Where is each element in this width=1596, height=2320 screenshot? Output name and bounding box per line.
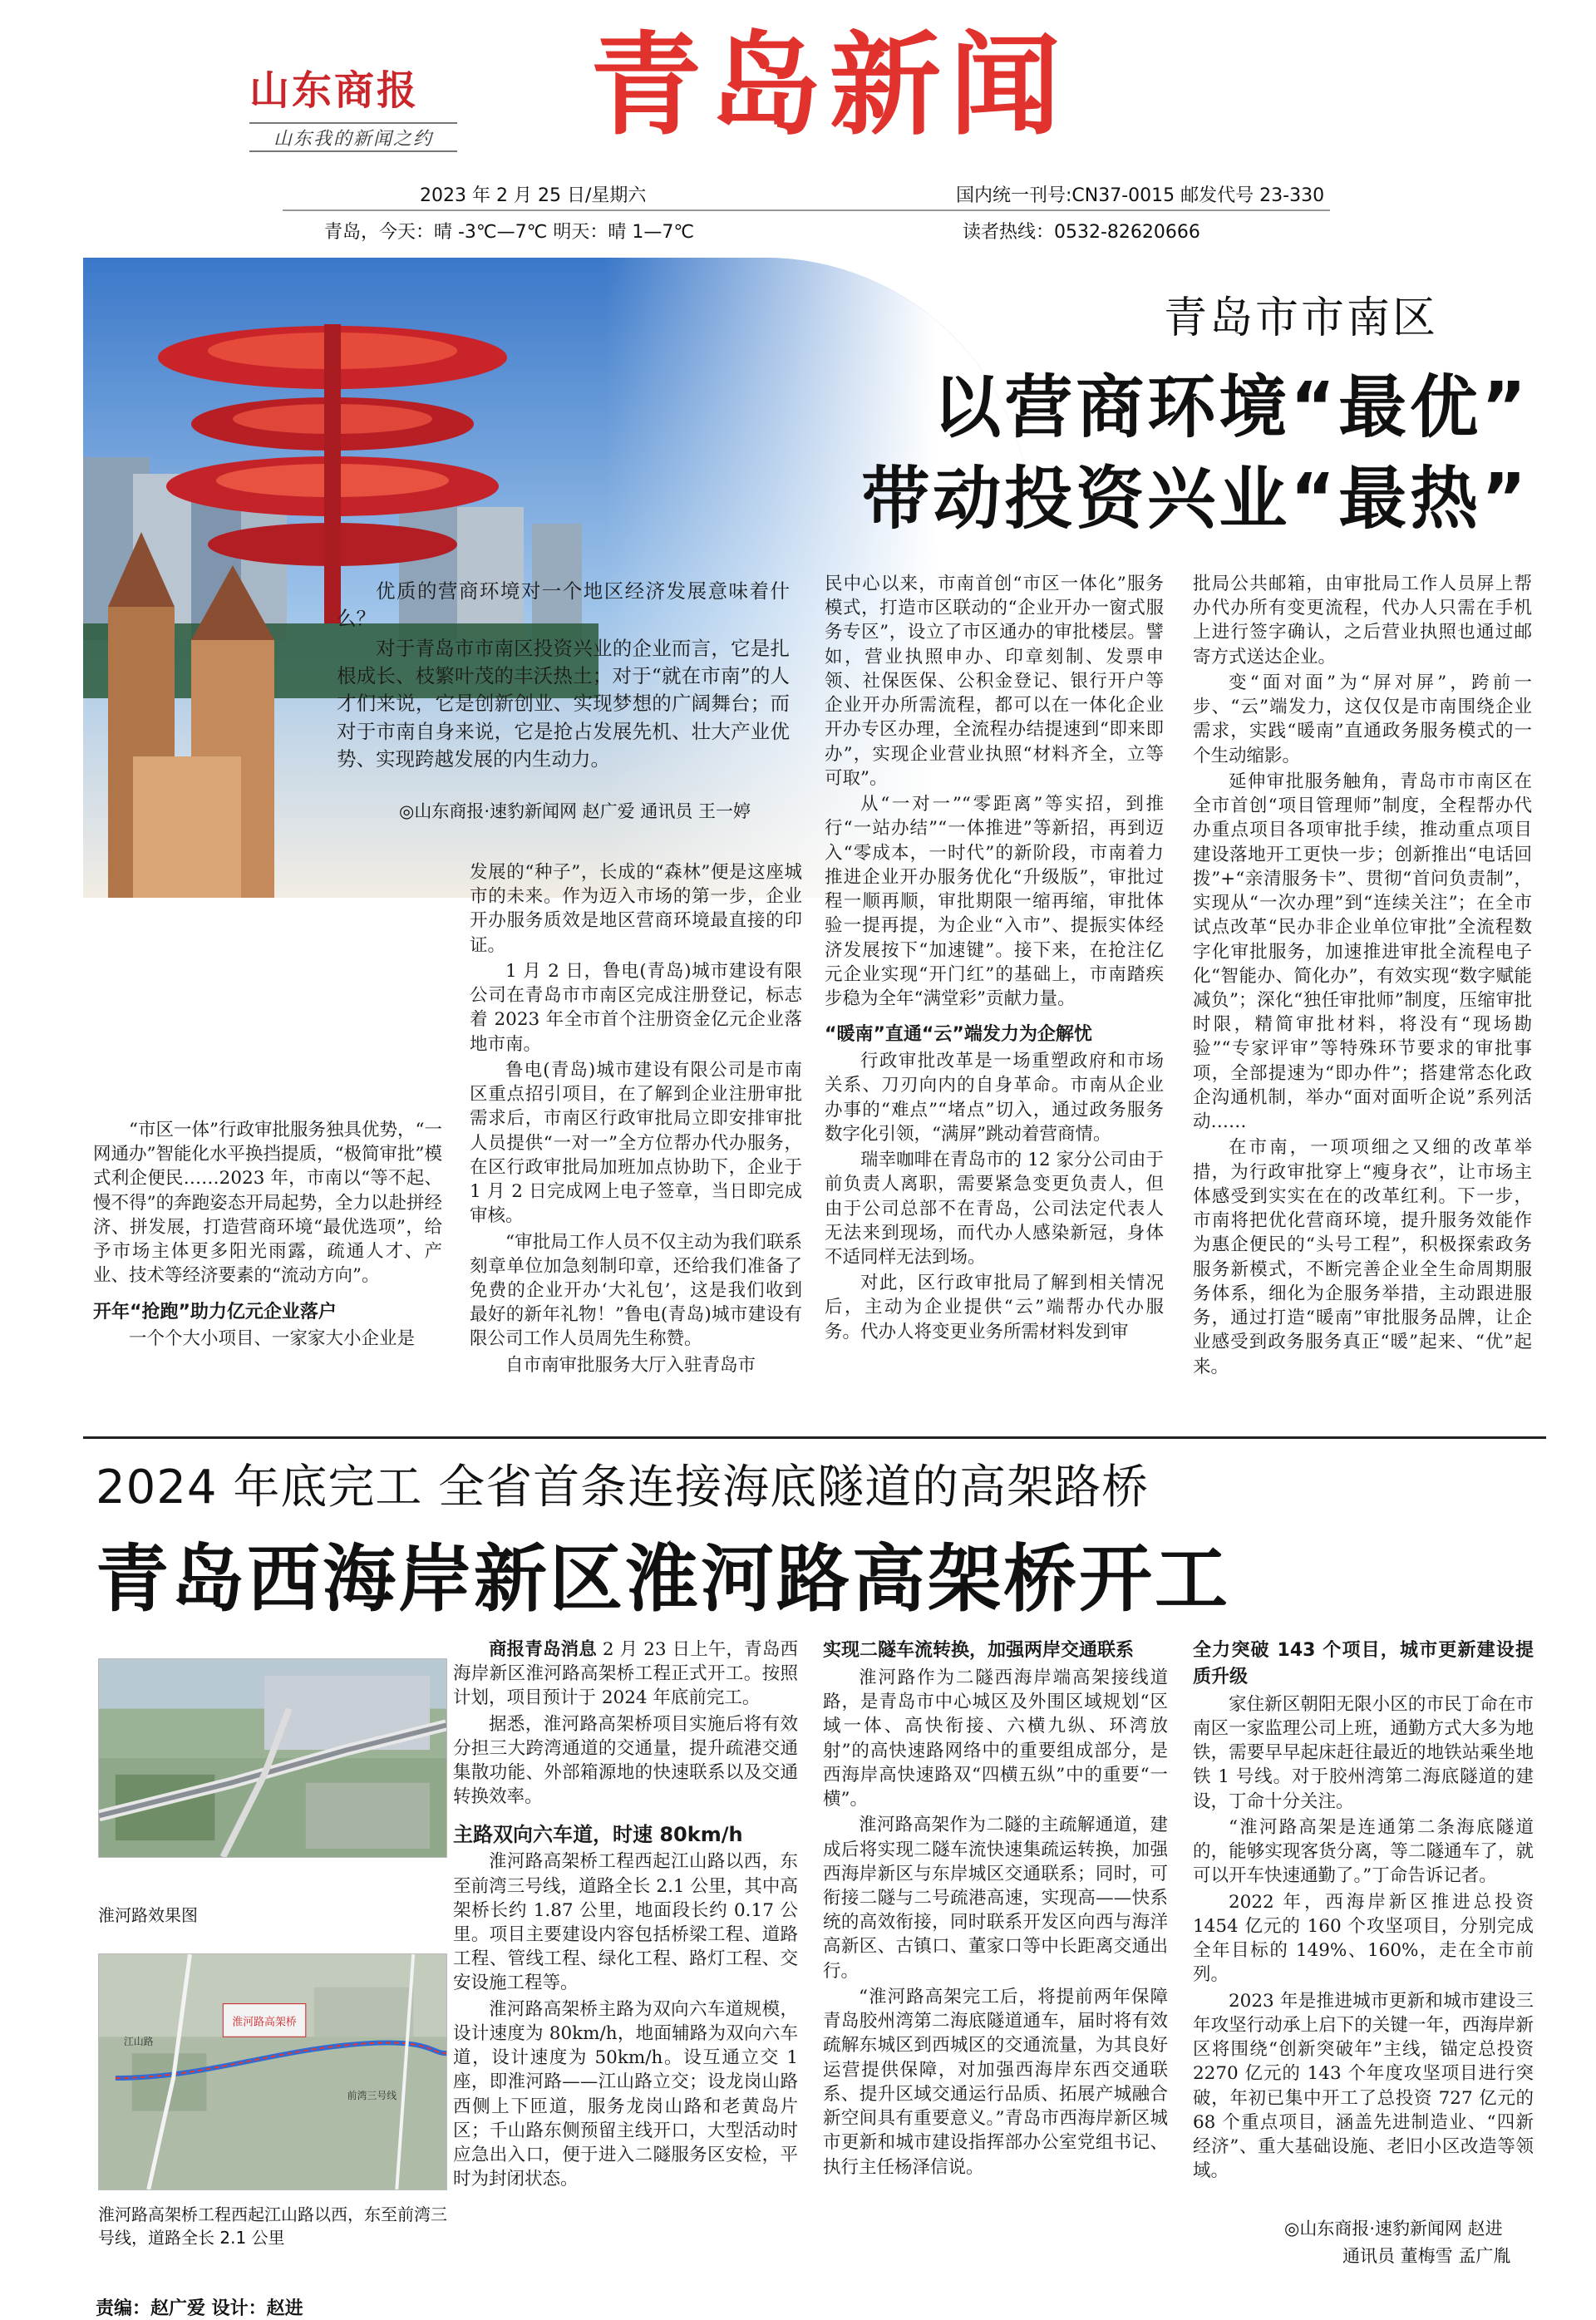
lead-paragraph: 从“一对一”“零距离”等实招，到推行“一站办结”“一体推进”等新招，再到迈入“零成本，一时代”的新阶段，市南着力推进企业开办服务优化“升级版”，审批过程一顺再顺，审批期限一缩再缩，审批体验一提再提，为企业“入市”、提振实体经济发展按下“加速键”。接下来，在抢注亿元企业实现“开门红”的基础上，市南踏疾步稳为全年“满堂彩”贡献力量。 bbox=[825, 794, 1164, 1009]
lead-paragraph: 民中心以来，市南首创“市区一体化”服务模式，打造市区联动的“企业开办一窗式服务专区”，设立了市区通办的审批楼层。譬如，营业执照申办、印章刻制、发票申领、社保医保、公积金登记、银行开户等企业开办所需流程，都可以在一体化企业开办专区办理，全流程办结提速到“即来即办”，实现企业营业执照“材料齐全，立等可取”。 bbox=[825, 574, 1164, 789]
map-label-route: 淮河路高架桥 bbox=[232, 2016, 297, 2029]
brand-name: 山东商报 bbox=[249, 67, 420, 114]
lead-headline-line-1: 以营商环境“最优” bbox=[933, 368, 1530, 447]
lead-paragraph: 自市南审批服务大厅入驻青岛市 bbox=[505, 1354, 756, 1376]
brand-slogan: 山东我的新闻之约 bbox=[249, 122, 457, 152]
lead-kicker: 青岛市市南区 bbox=[1164, 293, 1439, 343]
lead-intro-paragraph: 优质的营商环境对一个地区经济发展意味着什么？ bbox=[337, 579, 790, 631]
issue-serial: 国内统一刊号:CN37-0015 邮发代号 23-330 bbox=[956, 185, 1325, 206]
story2-subhead: 主路双向六车道，时速 80km/h bbox=[453, 1822, 743, 1846]
story2-paragraph: 2023 年是推进城市更新和城市建设三年攻坚行动承上启下的关键一年，西海岸新区将围绕“创新突破年”主线，锚定总投资 2270 亿元的 143 个年度攻坚项目进行突破，年初已集中开工了总投资 727 亿元的 68 个重点项目，涵盖先进制造业、“四新经济”、重大基础设施、老旧小区改造等领域。 bbox=[1193, 1990, 1534, 2182]
reader-hotline: 读者热线：0532-82620666 bbox=[963, 222, 1200, 243]
lead-headline-line-2: 带动投资兴业“最热” bbox=[861, 460, 1530, 539]
story2-column-1 bbox=[453, 1638, 798, 2278]
story2-subhead: 全力突破 143 个项目，城市更新建设提质升级 bbox=[1193, 1640, 1534, 1687]
lead-intro-paragraph: 对于青岛市市南区投资兴业的企业而言，它是扎根成长、枝繁叶茂的丰沃热土；对于“就在市南”的人才们来说，它是创新创业、实现梦想的广阔舞台；而对于市南自身来说，它是抢占发展先机、壮大产业优势、实现跨越发展的内生动力。 bbox=[337, 636, 790, 771]
story2-column-3 bbox=[1193, 1638, 1534, 2203]
story2-byline: ◎山东商报·速豹新闻网 赵进 bbox=[1284, 2219, 1503, 2239]
lead-paragraph: 瑞幸咖啡在青岛市的 12 家分公司由于前负责人离职，需要紧急变更负责人，但由于公司总部不在青岛，公司法定代表人无法来到现场，而代办人感染新冠，身体不适同样无法到场。 bbox=[825, 1150, 1164, 1268]
lead-paragraph: 行政审批改革是一场重塑政府和市场关系、刀刃向内的自身革命。市南从企业办事的“难点”“堵点”切入，通过政务服务数字化引领，“满屏”跳动着营商情。 bbox=[825, 1051, 1164, 1145]
story2-column-2 bbox=[823, 1638, 1168, 2278]
lead-subhead: 开年“抢跑”助力亿元企业落户 bbox=[93, 1301, 337, 1323]
story2-paragraph: 家住新区朝阳无限小区的市民丁命在市南区一家监理公司上班，通勤方式大多为地铁，需要早早起床赶往最近的地铁站乘坐地铁 1 号线。对于胶州湾第二海底隧道的建设，丁命十分关注。 bbox=[1193, 1693, 1534, 1812]
lead-paragraph: “审批局工作人员不仅主动为我们联系刻章单位加急刻制印章，还给我们准备了免费的企业开办‘大礼包’，这是我们收到最好的新年礼物！”鲁电(青岛)城市建设有限公司工作人员周先生称赞。 bbox=[470, 1231, 802, 1350]
newspaper-brand bbox=[249, 58, 474, 152]
lead-paragraph: 在市南，一项项细之又细的改革举措，为行政审批穿上“瘦身衣”，让市场主体感受到实实在在的改革红利。下一步，市南将把优化营商环境，提升服务效能作为惠企便民的“头号工程”，积极探索政务服务新模式，不断完善企业全生命周期服务体系，细化为企服务举措，主动跟进服务，通过打造“暖南”审批服务品牌，让企业感受到政务服务真正“暖”起来、“优”起来。 bbox=[1193, 1137, 1532, 1377]
story2-paragraph: “淮河路高架是连通第二条海底隧道的，能够实现客货分离，等二隧通车了，就可以开车快速通勤了。”丁命告诉记者。 bbox=[1193, 1816, 1534, 1887]
story2-kicker: 2024 年底完工 全省首条连接海底隧道的高架路桥 bbox=[96, 1460, 1150, 1515]
page-editors: 责编：赵广爱 设计：赵进 bbox=[96, 2298, 303, 2319]
lead-paragraph: 一个个大小项目、一家家大小企业是 bbox=[129, 1327, 416, 1349]
story2-byline-correspondents: 通讯员 董梅雪 孟广胤 bbox=[1342, 2246, 1511, 2266]
lead-paragraph: 延伸审批服务触角，青岛市市南区在全市首创“项目管理师”制度，全程帮办代办重点项目各项审批手续，推动重点项目建设落地开工更快一步；创新推出“电话回拨”+“亲清服务卡”、贯彻“首问负责制”，实现从“一次办理”到“连续关注”；在全市试点改革“民办非企业单位审批”全流程数字化审批服务，加速推进审批全流程电子化“智能办、简化办”，有效实现“数字赋能减负”；深化“独任审批师”制度，压缩审批时限，精简审批材料，将没有“现场勘验”“专家评审”等特殊环节要求的审批事项，全部提速为“即办件”；搭建常态化政企沟通机制，举办“面对面听企说”系列活动…… bbox=[1193, 771, 1532, 1133]
map-label-west-end: 江山路 bbox=[123, 2036, 154, 2048]
weather-line: 青岛，今天：晴 -3℃—7℃ 明天：晴 1—7℃ bbox=[324, 222, 695, 243]
story2-photo1-caption: 淮河路效果图 bbox=[98, 1905, 198, 1925]
lead-column-4 bbox=[1193, 572, 1532, 1424]
lead-paragraph: 对此，区行政审批局了解到相关情况后，主动为企业提供“云”端帮办代办服务。代办人将变更业务所需材料发到审 bbox=[825, 1273, 1164, 1342]
lead-paragraph: 发展的“种子”，长成的“森林”便是这座城市的未来。作为迈入市场的第一步，企业开办服务质效是地区营商环境最直接的印证。 bbox=[470, 862, 802, 956]
lead-left-column bbox=[93, 1118, 442, 1426]
lead-byline: ◎山东商报·速豹新闻网 赵广爱 通讯员 王一婷 bbox=[399, 801, 751, 821]
story2-paragraph: “淮河路高架完工后，将提前两年保障青岛胶州湾第二海底隧道通车，届时将有效疏解东城区到西城区的交通流量，为其良好运营提供保障，对加强西海岸东西交通联系、提升区域交通运行品质、拓展产城融合新空间具有重要意义。”青岛市西海岸新区城市更新和城市建设指挥部办公室党组书记、执行主任杨泽信说。 bbox=[823, 1986, 1168, 2178]
story2-paragraph: 淮河路作为二隧西海岸端高架接线道路，是青岛市中心城区及外围区域规划“区域一体、高快衔接、六横九纵、环湾放射”的高快速路网络中的重要组成部分，是西海岸高快速路双“四横五纵”中的重要“一横”。 bbox=[823, 1667, 1168, 1810]
story2-paragraph: 2 月 23 日上午，青岛西海岸新区淮河路高架桥工程正式开工。按照计划，项目预计于 2024 年底前完工。 bbox=[453, 1639, 798, 1709]
story2-photo2-caption: 淮河路高架桥工程西起江山路以西，东至前湾三号线，道路全长 2.1 公里 bbox=[98, 2204, 447, 2248]
masthead-title: 青岛新闻 bbox=[590, 21, 1070, 150]
lead-paragraph: “市区一体”行政审批服务独具优势，“一网通办”智能化水平换挡提质，“极简审批”模式利企便民……2023 年，市南以“等不起、慢不得”的奔跑姿态开局起势，全力以赴拼经济、拼发展，打造营商环境“最优选项”，给予市场主体更多阳光雨露，疏通人才、产业、技术等经济要素的“流动方向”。 bbox=[93, 1120, 442, 1287]
story2-paragraph: 淮河路高架桥工程西起江山路以西，东至前湾三号线，道路全长 2.1 公里，其中高架桥长约 1.87 公里，地面段长约 0.17 公里。项目主要建设内容包括桥梁工程、道路工程、管线工程、绿化工程、路灯工程、交安设施工程等。 bbox=[453, 1851, 798, 1994]
story2-route-map bbox=[98, 1953, 447, 2190]
lead-subhead: “暖南”直通“云”端发力为企解忧 bbox=[825, 1024, 1092, 1046]
lead-paragraph: 1 月 2 日，鲁电(青岛)城市建设有限公司在青岛市市南区完成注册登记，标志着 2023 年全市首个注册资金亿元企业落地市南。 bbox=[470, 960, 802, 1055]
masthead-rule bbox=[283, 209, 1330, 211]
lead-intro bbox=[337, 578, 790, 794]
lead-paragraph: 批局公共邮箱，由审批局工作人员屏上帮办代办所有变更流程，代办人只需在手机上进行签字确认，之后营业执照也通过邮寄方式送达企业。 bbox=[1193, 574, 1532, 667]
story2-rendering-photo bbox=[98, 1658, 447, 1858]
story2-paragraph: 2022 年，西海岸新区推进总投资 1454 亿元的 160 个攻坚项目，分别完成全年目标的 149%、160%，走在全市前列。 bbox=[1193, 1891, 1534, 1986]
story2-subhead: 实现二隧车流转换，加强两岸交通联系 bbox=[823, 1640, 1135, 1661]
lead-middle-column bbox=[470, 860, 802, 1426]
issue-date: 2023 年 2 月 25 日/星期六 bbox=[420, 185, 647, 206]
story2-paragraph: 淮河路高架桥主路为双向六车道规模，设计速度为 80km/h，地面辅路为双向六车道，设计速度为 50km/h。设互通立交 1 座，即淮河路——江山路立交；设龙岗山路西侧上下匝道，服务龙岗山路和老黄岛片区；千山路东侧预留主线开口，大型活动时应急出入口，便于进入二隧服务区安检，平时为封闭状态。 bbox=[453, 1998, 798, 2190]
story2-dateline: 商报青岛消息 bbox=[489, 1639, 597, 1660]
story-divider bbox=[83, 1436, 1546, 1439]
story2-headline: 青岛西海岸新区淮河路高架桥开工 bbox=[96, 1536, 1231, 1622]
lead-column-3 bbox=[825, 572, 1164, 1424]
story2-paragraph: 淮河路高架作为二隧的主疏解通道，建成后将实现二隧车流快速集疏运转换，加强西海岸新区与东岸城区交通联系；同时，可衔接二隧与二号疏港高速，实现高——快系统的高效衔接，同时联系开发区向西与海洋高新区、古镇口、董家口等中长距离交通出行。 bbox=[823, 1815, 1168, 1982]
lead-paragraph: 变“面对面”为“屏对屏”，跨前一步、“云”端发力，这仅仅是市南围绕企业需求，实践“暖南”直通政务服务模式的一个生动缩影。 bbox=[1193, 672, 1532, 766]
map-label-east-end: 前湾三号线 bbox=[347, 2089, 397, 2101]
lead-paragraph: 鲁电(青岛)城市建设有限公司是市南区重点招引项目，在了解到企业注册审批需求后，市南区行政审批局立即安排审批人员提供“一对一”全方位帮办代办服务，在区行政审批局加班加点协助下，企业于 1 月 2 日完成网上电子签章，当日即完成审核。 bbox=[470, 1059, 802, 1227]
story2-paragraph: 据悉，淮河路高架桥项目实施后将有效分担三大跨湾通道的交通量，提升疏港交通集散功能、外部箱源地的快速联系以及交通转换效率。 bbox=[453, 1713, 798, 1808]
